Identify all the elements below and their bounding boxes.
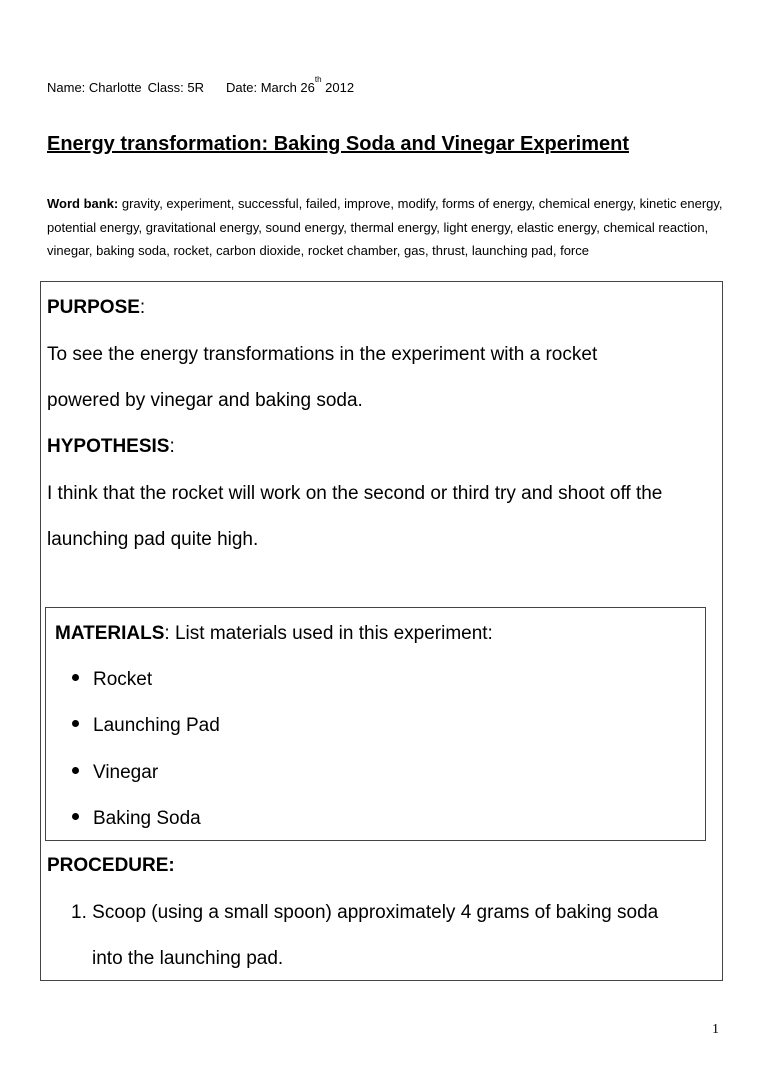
hypothesis-line-1: I think that the rocket will work on the second or third try and shoot off the	[47, 483, 663, 504]
student-name: Name: Charlotte	[47, 80, 142, 95]
bullet-icon	[72, 813, 79, 820]
document-title: Energy transformation: Baking Soda and Vinegar Experiment	[47, 133, 629, 155]
material-item: Baking Soda	[72, 808, 201, 830]
word-bank-label: Word bank:	[47, 196, 119, 211]
hypothesis-heading: HYPOTHESIS:	[47, 436, 175, 457]
material-item: Rocket	[72, 669, 152, 691]
bullet-icon	[72, 674, 79, 681]
materials-heading: MATERIALS: List materials used in this experiment:	[55, 623, 493, 644]
bullet-icon	[72, 720, 79, 727]
purpose-heading: PURPOSE:	[47, 297, 146, 318]
purpose-line-1: To see the energy transformations in the experiment with a rocket	[47, 344, 598, 365]
material-item: Vinegar	[72, 762, 158, 784]
bullet-icon	[72, 767, 79, 774]
word-bank	[47, 192, 727, 263]
document-header	[47, 75, 355, 95]
student-class: Class: 5R	[147, 80, 205, 95]
procedure-heading: PROCEDURE:	[47, 855, 175, 876]
page-number: 1	[712, 1022, 719, 1037]
purpose-line-2: powered by vinegar and baking soda.	[47, 390, 363, 411]
hypothesis-line-2: launching pad quite high.	[47, 529, 259, 550]
date: Date: March 26th 2012	[226, 75, 355, 95]
word-bank-text: gravity, experiment, successful, failed, improve, modify, forms of energy, chemical energy, kinetic energy, potential energy, gravitational energy, sound energy, thermal energy, light energy, elastic energy, chemical reaction, vinegar, baking soda, rocket, carbon dioxide, rocket chamber, gas, thrust, launching pad, force	[47, 196, 723, 258]
procedure-step-1: 1. Scoop (using a small spoon) approximately 4 grams of baking soda	[71, 902, 659, 923]
material-item: Launching Pad	[72, 715, 220, 737]
procedure-step-1-cont: into the launching pad.	[92, 948, 284, 969]
